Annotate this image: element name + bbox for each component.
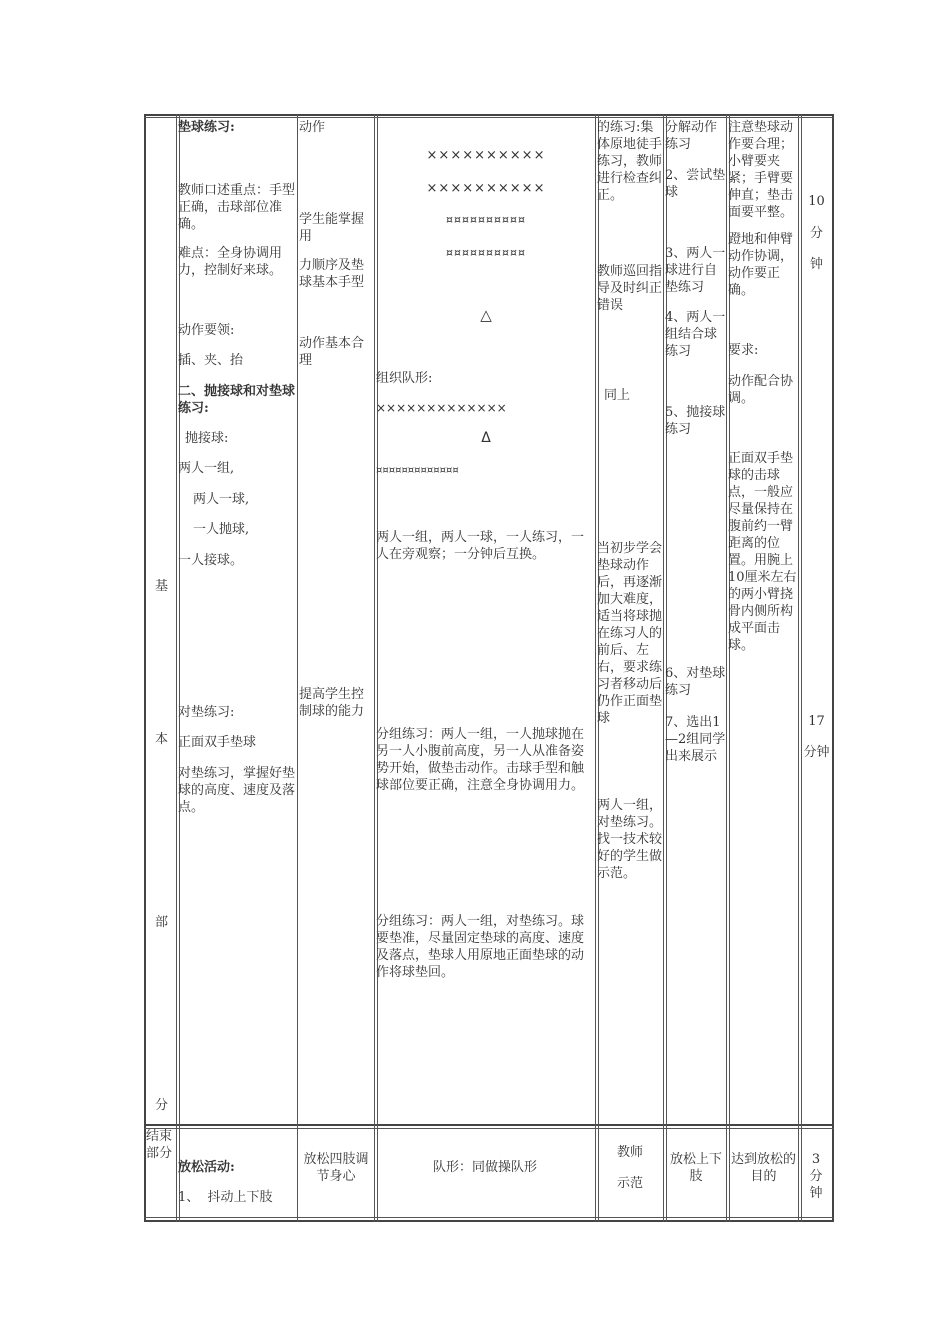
time-fen-1: 分 — [809, 226, 823, 241]
teacher-5: 两人一组，对垫练习。找一技术较好的学生做示范。 — [597, 798, 663, 881]
goal-end: 放松四肢调节身心 — [303, 1152, 369, 1184]
pair-group: 两人一组, — [178, 461, 235, 476]
difficulty: 难点：全身协调用力，控制好来球。 — [178, 246, 283, 278]
formation-row-x-2: ×××××××××× — [426, 181, 546, 196]
time-seventeen: 17 — [808, 714, 825, 729]
goal-improve: 提高学生控制球的能力 — [299, 687, 365, 719]
student-end: 放松上下肢 — [669, 1152, 722, 1184]
teacher-2: 教师巡回指导及时纠正错误 — [597, 264, 663, 313]
end-item-1: 1、 抖动上下肢 — [178, 1190, 273, 1205]
col-line-2 — [297, 114, 298, 1222]
table-top-inner-line — [144, 117, 834, 118]
col-line-1 — [176, 114, 177, 1222]
pair-dig: 对垫练习: — [178, 705, 235, 720]
one-tosses: 一人抛球, — [193, 522, 250, 537]
req-4: 动作配合协调。 — [728, 374, 794, 406]
org-end-form: 队形：同做操队形 — [432, 1160, 537, 1175]
teacher-4: 当初步学会垫球动作后，再逐渐加大难度，适当将球抛在练习人的前后、左右，要求练习者移动后仍作正面垫球 — [597, 541, 663, 726]
pair-dig-desc: 对垫练习，掌握好垫球的高度、速度及落点。 — [178, 766, 296, 815]
student-4: 4、两人一组结合球练习 — [665, 310, 726, 359]
req-3: 要求: — [728, 343, 759, 358]
formation-long-o: ¤¤¤¤¤¤¤¤¤¤¤¤¤ — [376, 465, 459, 476]
table-bottom-inner-line — [144, 1217, 834, 1218]
col-line-4 — [595, 114, 596, 1222]
time-ten: 10 — [808, 194, 825, 209]
col-line-3b — [377, 114, 378, 1222]
section-divider-inner — [144, 1128, 834, 1129]
student-2: 2、尝试垫球 — [665, 168, 726, 200]
student-5: 5、抛接球练习 — [665, 405, 726, 437]
essentials: 动作要领: — [178, 323, 235, 338]
key-points: 教师口述重点：手型正确，击球部位准确。 — [178, 183, 296, 232]
org-pairs: 两人一组，两人一球，一人练习，一人在旁观察；一分钟后互换。 — [376, 530, 585, 562]
dianqiu-title: 垫球练习: — [178, 120, 235, 135]
side-label-ji: 基 — [155, 579, 169, 594]
col-line-6 — [726, 114, 727, 1222]
end-title: 放松活动: — [178, 1160, 235, 1175]
formation-row-x-1: ×××××××××× — [426, 148, 546, 163]
insert-clip-lift: 插、夹、抬 — [178, 353, 244, 368]
time-fenzhong: 分钟 — [803, 745, 830, 760]
student-1: 分解动作练习 — [665, 120, 718, 152]
req-2: 蹬地和伸臂动作协调，动作要正确。 — [728, 232, 794, 298]
side-label-end-section: 结束部分 — [146, 1129, 173, 1161]
section2-title: 二、抛接球和对垫球练习: — [178, 384, 296, 416]
formation-row-o-2: ¤¤¤¤¤¤¤¤¤¤ — [446, 246, 526, 259]
time-end: 3分钟 — [809, 1152, 823, 1201]
one-ball: 两人一球, — [193, 492, 250, 507]
student-3: 3、两人一球进行自垫练习 — [665, 246, 726, 295]
req-5: 正面双手垫球的击球点，一般应尽量保持在腹前约一臂距离的位置。用腕上10厘米左右的两小臂挠骨内侧所构成平面击球。 — [728, 451, 797, 653]
req-end: 达到放松的目的 — [730, 1152, 796, 1184]
teacher-delta-icon: Δ — [481, 430, 491, 446]
formation-label: 组织队形: — [376, 371, 433, 386]
formation-row-o-1: ¤¤¤¤¤¤¤¤¤¤ — [446, 213, 526, 226]
student-7: 7、选出1—2组同学出来展示 — [665, 715, 726, 764]
formation-long-x: ××××××××××××× — [376, 401, 507, 415]
teacher-end-a: 教师 — [616, 1145, 643, 1160]
goal-action: 动作 — [299, 120, 326, 135]
toss-catch: 抛接球: — [185, 431, 229, 446]
teacher-end-b: 示范 — [616, 1176, 643, 1191]
col-line-3 — [374, 114, 375, 1222]
req-1: 注意垫球动作要合理；小臂要夹紧；手臂要伸直；垫击面要平整。 — [728, 120, 794, 220]
student-6: 6、对垫球练习 — [665, 666, 726, 698]
goal-master: 学生能掌握用 — [299, 212, 365, 244]
side-label-ben: 本 — [155, 732, 169, 747]
col-line-7b — [801, 114, 802, 1222]
teacher-3: 同上 — [604, 388, 631, 403]
org-group-toss: 分组练习：两人一组，一人抛球抛在另一人小腹前高度，另一人从准备姿势开始，做垫击动作。击球手型和触球部位要正确，注意全身协调用力。 — [376, 727, 585, 793]
teacher-triangle-icon: △ — [480, 306, 492, 324]
section-divider — [144, 1124, 834, 1126]
front-dig: 正面双手垫球 — [178, 735, 257, 750]
time-zhong-1: 钟 — [809, 257, 823, 272]
org-group-dig: 分组练习：两人一组，对垫练习。球要垫准，尽量固定垫球的高度、速度及落点，垫球人用原地正面垫球的动作将球垫回。 — [376, 914, 585, 980]
goal-sequence: 力顺序及垫球基本手型 — [299, 258, 365, 290]
side-label-fen: 分 — [155, 1098, 169, 1113]
side-label-bu: 部 — [155, 915, 169, 930]
teacher-1: 的练习:集体原地徒手练习，教师进行检查纠正。 — [597, 120, 663, 203]
one-catches: 一人接球。 — [178, 553, 244, 568]
col-line-5 — [663, 114, 664, 1222]
col-line-1b — [179, 114, 180, 1222]
goal-basic: 动作基本合理 — [299, 336, 365, 368]
